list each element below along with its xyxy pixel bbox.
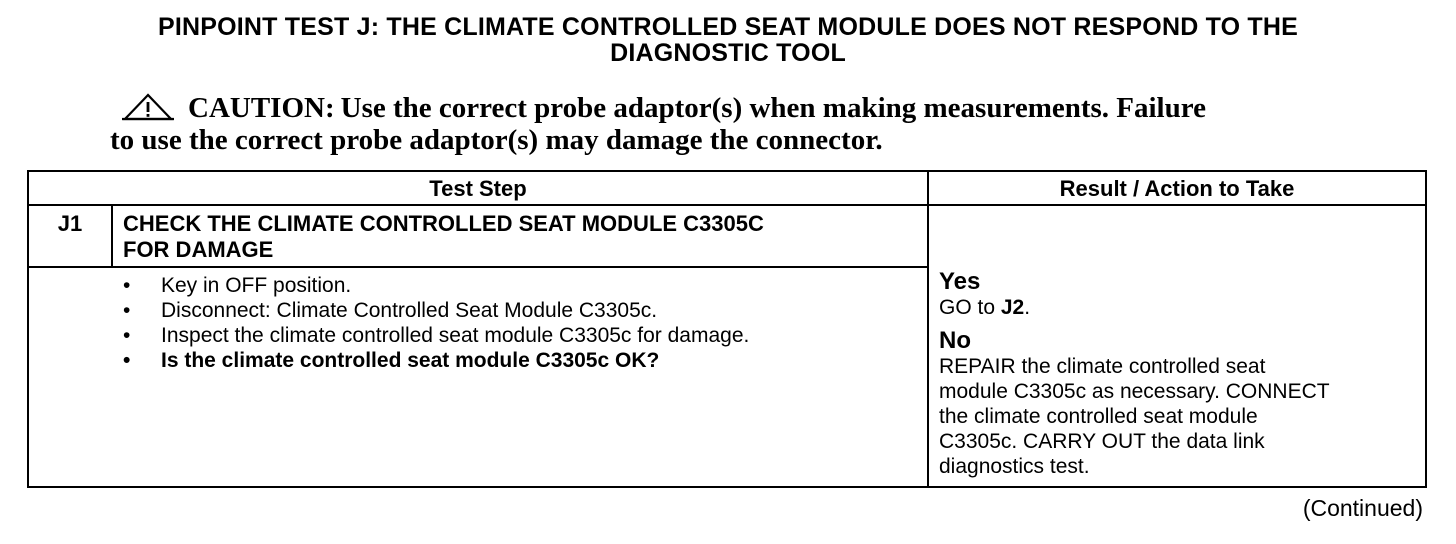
yes-action-target: J2 xyxy=(1000,296,1025,319)
caution-line-1 xyxy=(110,92,1350,124)
caution-line-2: to use the correct probe adaptor(s) may damage the connector. xyxy=(110,124,883,156)
yes-action-suffix: . xyxy=(1024,296,1031,319)
result-spacer xyxy=(939,320,1421,328)
no-action-line: diagnostics test. xyxy=(939,455,1090,478)
instruction-text: Disconnect: Climate Controlled Seat Module C3305c. xyxy=(161,299,658,322)
title-line-2: DIAGNOSTIC TOOL xyxy=(610,39,846,67)
instruction-text: Key in OFF position. xyxy=(161,274,352,297)
no-action-line: module C3305c as necessary. CONNECT xyxy=(939,380,1330,403)
result-no-label: No xyxy=(939,327,971,354)
result-no-action xyxy=(939,354,1421,479)
pinpoint-test-table xyxy=(27,170,1427,488)
caution-notice xyxy=(110,92,1350,156)
question-text: Is the climate controlled seat module C3305c OK? xyxy=(161,349,660,372)
no-action-line: REPAIR the climate controlled seat xyxy=(939,355,1266,378)
bullet-glyph: • xyxy=(123,299,131,322)
bullet-glyph: • xyxy=(123,324,131,347)
result-yes-action xyxy=(939,295,1421,320)
list-item xyxy=(121,273,921,298)
list-item xyxy=(121,298,921,323)
title-line-1: PINPOINT TEST J: THE CLIMATE CONTROLLED SEAT MODULE DOES NOT RESPOND TO THE xyxy=(157,13,1299,41)
list-item-question xyxy=(121,348,921,373)
no-action-line: the climate controlled seat module xyxy=(939,405,1258,428)
header-divider xyxy=(29,204,1425,206)
step-title-line-2: FOR DAMAGE xyxy=(123,237,274,262)
instruction-text: Inspect the climate controlled seat module C3305c for damage. xyxy=(161,324,750,347)
yes-action-prefix: GO to xyxy=(939,296,1001,319)
step-instructions xyxy=(121,273,921,373)
page-title xyxy=(0,14,1456,66)
continued-note: (Continued) xyxy=(1302,495,1423,521)
header-test-step: Test Step xyxy=(429,176,527,201)
no-action-line: C3305c. CARRY OUT the data link xyxy=(939,430,1265,453)
result-action-cell xyxy=(939,269,1421,479)
header-result-action: Result / Action to Take xyxy=(1059,176,1295,201)
bullet-glyph: • xyxy=(123,274,131,297)
step-title xyxy=(123,211,923,263)
bullet-glyph: • xyxy=(123,349,131,372)
step-id: J1 xyxy=(57,211,83,236)
step-id-divider xyxy=(111,204,113,266)
list-item xyxy=(121,323,921,348)
caution-label: CAUTION: xyxy=(188,92,335,124)
result-yes-label: Yes xyxy=(939,268,981,295)
step-title-divider xyxy=(29,266,927,268)
column-divider-result xyxy=(927,172,929,486)
step-title-line-1: CHECK THE CLIMATE CONTROLLED SEAT MODULE C3305C xyxy=(123,211,764,236)
warning-triangle-icon xyxy=(122,93,174,121)
caution-text-1: Use the correct probe adaptor(s) when making measurements. Failure xyxy=(340,92,1206,124)
